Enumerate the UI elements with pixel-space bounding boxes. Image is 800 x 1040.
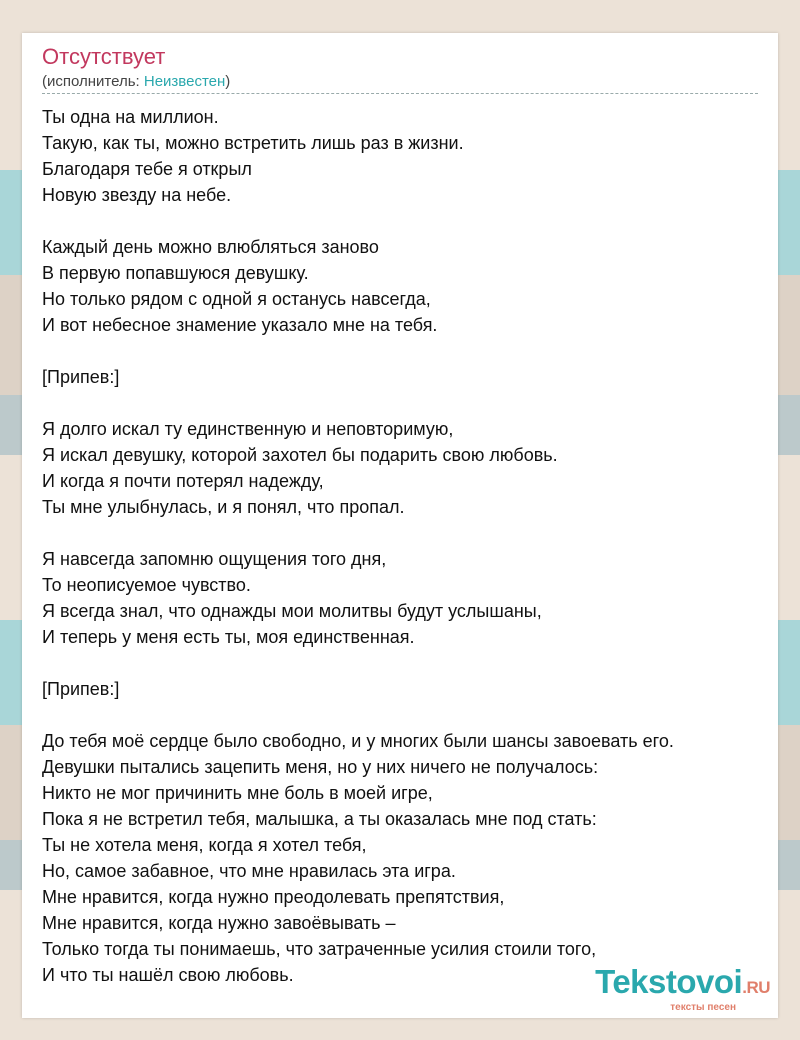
stanza-gap	[42, 650, 768, 676]
artist-line	[42, 72, 230, 92]
logo-tld: .RU	[742, 978, 770, 997]
lyric-line: Только тогда ты понимаешь, что затраченные усилия стоили того,	[42, 939, 597, 959]
lyrics-text	[42, 104, 768, 988]
stanza-gap	[42, 208, 768, 234]
lyric-line: До тебя моё сердце было свободно, и у многих были шансы завоевать его.	[42, 731, 674, 751]
lyric-line: Но, самое забавное, что мне нравилась эта игра.	[42, 861, 456, 881]
lyric-line: Мне нравится, когда нужно завоёвывать –	[42, 913, 396, 933]
artist-suffix: )	[225, 73, 231, 90]
artist-prefix: (исполнитель:	[42, 73, 144, 90]
lyric-line: Такую, как ты, можно встретить лишь раз в жизни.	[42, 133, 464, 153]
stanza-gap	[42, 338, 768, 364]
lyric-line: И вот небесное знамение указало мне на тебя.	[42, 315, 438, 335]
artist-link[interactable]: Неизвестен	[143, 73, 226, 90]
site-logo[interactable]	[595, 965, 770, 1014]
logo-wordmark	[595, 965, 770, 1005]
logo-tagline: тексты песен	[670, 1002, 736, 1013]
lyric-line: И когда я почти потерял надежду,	[42, 471, 324, 491]
logo-name: Tekstovoi	[595, 963, 743, 1000]
lyric-line: [Припев:]	[42, 679, 120, 699]
lyric-line: Благодаря тебе я открыл	[42, 159, 252, 179]
stanza-gap	[42, 702, 768, 728]
lyric-line: Новую звезду на небе.	[42, 185, 232, 205]
lyric-line: И что ты нашёл свою любовь.	[42, 965, 294, 985]
lyric-line: И теперь у меня есть ты, моя единственная.	[42, 627, 415, 647]
lyric-line: Мне нравится, когда нужно преодолевать препятствия,	[42, 887, 505, 907]
lyric-line: Я искал девушку, которой захотел бы подарить свою любовь.	[42, 445, 558, 465]
lyric-line: Каждый день можно влюбляться заново	[42, 237, 379, 257]
lyric-line: Пока я не встретил тебя, малышка, а ты оказалась мне под стать:	[42, 809, 597, 829]
stanza-gap	[42, 390, 768, 416]
lyric-line: В первую попавшуюся девушку.	[42, 263, 309, 283]
lyric-line: Я всегда знал, что однажды мои молитвы будут услышаны,	[42, 601, 542, 621]
lyrics-card	[22, 33, 778, 1018]
lyric-line: Девушки пытались зацепить меня, но у них ничего не получалось:	[42, 757, 599, 777]
lyric-line: Ты одна на миллион.	[42, 107, 219, 127]
lyric-line: Я навсегда запомню ощущения того дня,	[42, 549, 387, 569]
lyric-line: То неописуемое чувство.	[42, 575, 251, 595]
lyric-line: Я долго искал ту единственную и неповторимую,	[42, 419, 454, 439]
lyric-line: Ты мне улыбнулась, и я понял, что пропал.	[42, 497, 405, 517]
lyric-line: Никто не мог причинить мне боль в моей игре,	[42, 783, 433, 803]
stanza-gap	[42, 520, 768, 546]
song-title: Отсутствует	[42, 44, 166, 69]
lyric-line: Ты не хотела меня, когда я хотел тебя,	[42, 835, 367, 855]
lyric-line: Но только рядом с одной я останусь навсегда,	[42, 289, 431, 309]
lyric-line: [Припев:]	[42, 367, 120, 387]
header-divider	[42, 93, 758, 94]
